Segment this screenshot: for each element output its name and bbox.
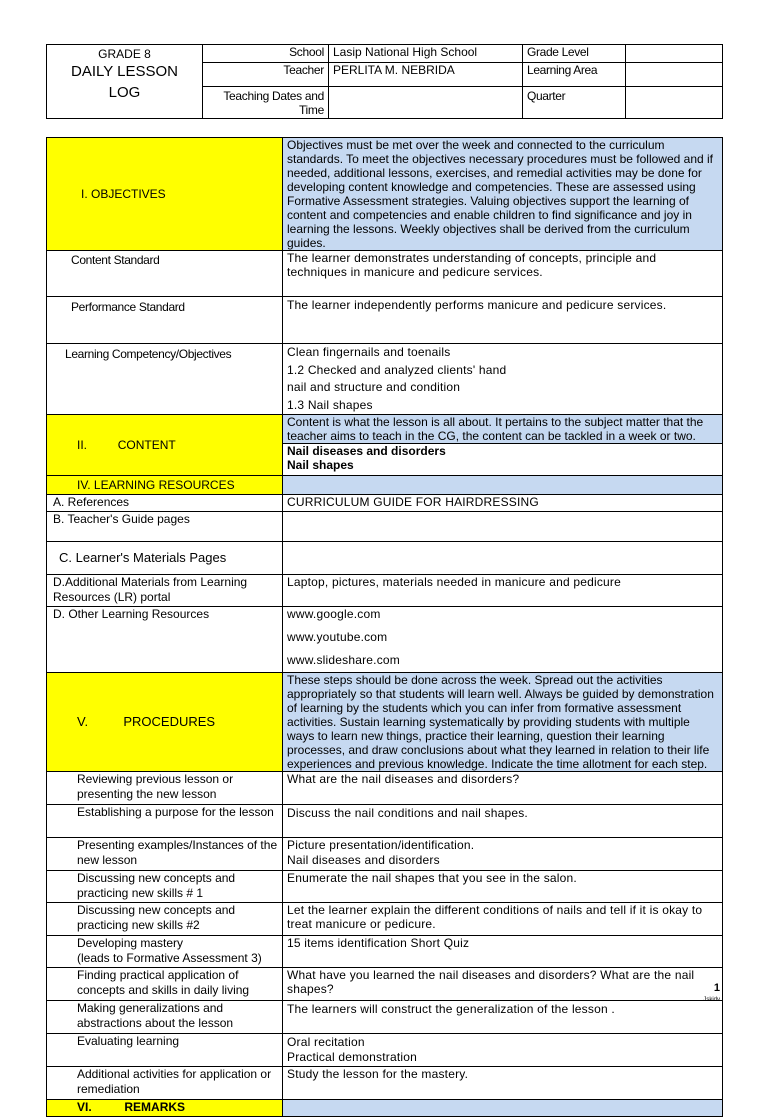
competency-values bbox=[283, 344, 723, 415]
learners-materials-row bbox=[47, 542, 723, 575]
procedure-row bbox=[47, 903, 723, 936]
procedure-value bbox=[283, 838, 723, 871]
competency-label: Learning Competency/Objectives bbox=[47, 344, 283, 415]
content-line: Nail shapes bbox=[287, 458, 354, 472]
procedure-label: Presenting examples/Instances of the new lesson bbox=[47, 838, 283, 871]
procedure-value: Let the learner explain the different conditions of nails and tell if it is okay to treat manicure or pedicure. bbox=[283, 903, 723, 936]
procedure-row bbox=[47, 936, 723, 968]
remarks-blank bbox=[283, 1100, 723, 1117]
content-standard-label: Content Standard bbox=[47, 251, 283, 297]
content-heading-cell bbox=[47, 415, 283, 476]
remarks-heading-cell bbox=[47, 1100, 283, 1117]
footer-mark: Jskidv bbox=[703, 997, 720, 1003]
performance-standard-row bbox=[47, 297, 723, 344]
quarter-label: Quarter bbox=[523, 87, 626, 119]
procedures-heading-cell bbox=[47, 673, 283, 772]
procedure-value: What have you learned the nail diseases and disorders? What are the nail shapes? bbox=[283, 968, 723, 1001]
references-value: CURRICULUM GUIDE FOR HAIRDRESSING bbox=[283, 495, 723, 512]
teacher-label: Teacher bbox=[203, 63, 329, 87]
grade-title-cell bbox=[47, 45, 203, 119]
procedure-label: Making generalizations and abstractions about the lesson bbox=[47, 1001, 283, 1034]
remarks-heading-num: VI. bbox=[77, 1100, 92, 1114]
procedure-value: Enumerate the nail shapes that you see in the salon. bbox=[283, 871, 723, 903]
learning-resources-heading: IV. LEARNING RESOURCES bbox=[47, 476, 283, 495]
procedure-row bbox=[47, 968, 723, 1001]
additional-materials-label: D.Additional Materials from Learning Resources (LR) portal bbox=[47, 575, 283, 607]
objectives-note: Objectives must be met over the week and connected to the curriculum standards. To meet the objectives necessary procedures must be followed and if needed, additional lessons, exercises, and remedial activities may be done for developing content knowledge and competencies. These are assessed using Formative Assessment strategies. Valuing objectives support the learning of content and competencies and enable children to find significance and joy in learning the lessons. Weekly objectives shall be derived from the curriculum guides. bbox=[283, 138, 723, 251]
competency-line: 1.2 Checked and analyzed clients' hand bbox=[287, 362, 507, 377]
procedure-value-line: Practical demonstration bbox=[287, 1050, 417, 1064]
procedures-heading: PROCEDURES bbox=[123, 714, 216, 729]
procedure-row bbox=[47, 838, 723, 871]
remarks-heading: REMARKS bbox=[124, 1100, 186, 1114]
teacher-value: PERLITA M. NEBRIDA bbox=[329, 63, 523, 87]
procedure-value: What are the nail diseases and disorders? bbox=[283, 772, 723, 805]
references-label: A. References bbox=[47, 495, 283, 512]
procedure-row bbox=[47, 1034, 723, 1067]
procedure-label: Establishing a purpose for the lesson bbox=[47, 805, 283, 838]
procedure-label: Developing mastery bbox=[77, 936, 184, 950]
references-row bbox=[47, 495, 723, 512]
learning-area-value bbox=[626, 63, 723, 87]
procedure-value-line: Nail diseases and disorders bbox=[287, 853, 440, 867]
procedure-value: 15 items identification Short Quiz bbox=[283, 936, 723, 968]
procedure-label: Discussing new concepts and practicing new skills #2 bbox=[47, 903, 283, 936]
procedure-row bbox=[47, 1001, 723, 1034]
teachers-guide-label: B. Teacher's Guide pages bbox=[47, 512, 283, 542]
learners-materials-label: C. Learner's Materials Pages bbox=[47, 542, 283, 575]
objectives-heading: I. OBJECTIVES bbox=[47, 138, 283, 251]
remarks-row bbox=[47, 1100, 723, 1117]
quarter-value bbox=[626, 87, 723, 119]
procedure-value: The learners will construct the generalization of the lesson . bbox=[283, 1001, 723, 1034]
performance-standard-value: The learner independently performs manicure and pedicure services. bbox=[283, 297, 723, 344]
grade-level-value bbox=[626, 45, 723, 63]
procedures-heading-num: V. bbox=[77, 714, 89, 729]
competency-line: Clean fingernails and toenails bbox=[287, 345, 451, 359]
lesson-log-table bbox=[46, 137, 723, 1117]
content-note-row bbox=[47, 415, 723, 444]
procedure-label: Finding practical application of concepts and skills in daily living bbox=[47, 968, 283, 1001]
content-standard-value: The learner demonstrates understanding of concepts, principle and techniques in manicure and pedicure services. bbox=[283, 251, 723, 297]
other-resources-values bbox=[283, 607, 723, 673]
content-heading-num: II. bbox=[77, 438, 88, 452]
resource-link: www.google.com bbox=[287, 607, 381, 621]
procedures-note: These steps should be done across the week. Spread out the activities appropriately so that students will learn well. Always be guided by demonstration of learning by the students which you can infer from formative assessment activities. Sustain learning systematically by providing students with multiple ways to learn new things, practice their learning, question their learning processes, and draw conclusions about what they learned in relation to their life experiences and previous knowledge. Indicate the time allotment for each step. bbox=[283, 673, 723, 772]
learning-resources-blank bbox=[283, 476, 723, 495]
page-number: 1 bbox=[713, 982, 720, 994]
grade-level-label: Grade Level bbox=[523, 45, 626, 63]
competency-line: 1.3 Nail shapes bbox=[287, 397, 373, 412]
learning-resources-row bbox=[47, 476, 723, 495]
resource-link: www.slideshare.com bbox=[287, 653, 400, 667]
teachers-guide-value bbox=[283, 512, 723, 542]
teaching-dates-value bbox=[329, 87, 523, 119]
objectives-row bbox=[47, 138, 723, 251]
procedure-label-note: (leads to Formative Assessment 3) bbox=[77, 951, 262, 965]
header-table bbox=[46, 44, 723, 119]
procedure-label: Reviewing previous lesson or presenting the new lesson bbox=[47, 772, 283, 805]
procedure-row bbox=[47, 871, 723, 903]
additional-materials-row bbox=[47, 575, 723, 607]
school-value: Lasip National High School bbox=[329, 45, 523, 63]
performance-standard-label: Performance Standard bbox=[47, 297, 283, 344]
learning-area-label: Learning Area bbox=[523, 63, 626, 87]
grade-label: GRADE 8 bbox=[98, 47, 151, 61]
procedure-value: Study the lesson for the mastery. bbox=[283, 1067, 723, 1100]
procedure-row bbox=[47, 772, 723, 805]
procedure-row bbox=[47, 805, 723, 838]
procedure-label: Discussing new concepts and practicing new skills # 1 bbox=[47, 871, 283, 903]
procedure-label: Additional activities for application or remediation bbox=[47, 1067, 283, 1100]
other-resources-row bbox=[47, 607, 723, 673]
additional-materials-value: Laptop, pictures, materials needed in manicure and pedicure bbox=[283, 575, 723, 607]
procedure-value-line: Picture presentation/identification. bbox=[287, 838, 475, 852]
procedure-label: Evaluating learning bbox=[47, 1034, 283, 1067]
dll-title-line1: DAILY LESSON bbox=[71, 63, 178, 80]
content-line: Nail diseases and disorders bbox=[287, 444, 446, 458]
teaching-dates-label: Teaching Dates and Time bbox=[203, 87, 329, 119]
procedure-value bbox=[283, 1034, 723, 1067]
procedure-row bbox=[47, 1067, 723, 1100]
procedure-label-cell bbox=[47, 936, 283, 968]
content-standard-row bbox=[47, 251, 723, 297]
content-heading: CONTENT bbox=[117, 438, 176, 452]
other-resources-label: D. Other Learning Resources bbox=[47, 607, 283, 673]
procedure-value: Discuss the nail conditions and nail shapes. bbox=[283, 805, 723, 838]
competency-row bbox=[47, 344, 723, 415]
procedure-value-line: Oral recitation bbox=[287, 1035, 365, 1049]
dll-title-line2: LOG bbox=[108, 84, 141, 101]
competency-line: nail and structure and condition bbox=[287, 380, 461, 394]
resource-link: www.youtube.com bbox=[287, 630, 388, 644]
teachers-guide-row bbox=[47, 512, 723, 542]
learners-materials-value bbox=[283, 542, 723, 575]
content-note: Content is what the lesson is all about. It pertains to the subject matter that the teacher aims to teach in the CG, the content can be tackled in a week or two. bbox=[283, 415, 723, 444]
school-label: School bbox=[203, 45, 329, 63]
procedures-row bbox=[47, 673, 723, 772]
content-value bbox=[283, 444, 723, 476]
